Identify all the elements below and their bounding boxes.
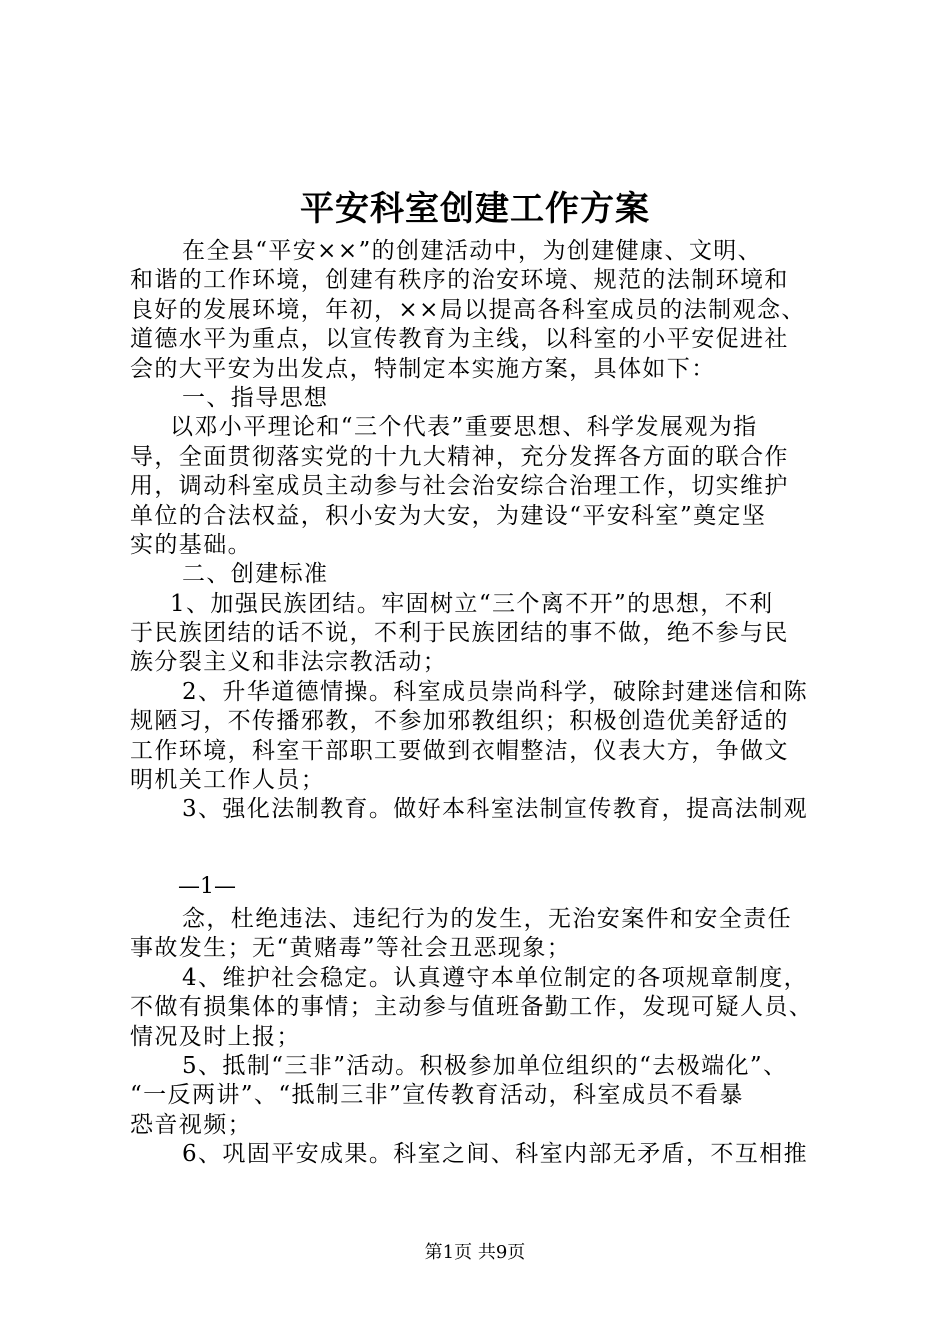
- paragraph-line: 和谐的工作环境，创建有秩序的治安环境、规范的法制环境和: [130, 267, 789, 294]
- paragraph-line: 规陋习，不传播邪教，不参加邪教组织；积极创造优美舒适的: [130, 708, 789, 735]
- paragraph-line: 念，杜绝违法、违纪行为的发生，无治安案件和安全责任: [182, 906, 792, 932]
- page-footer: 第1页 共9页: [424, 1242, 526, 1263]
- body-text-section-2: [130, 905, 835, 1170]
- paragraph-line: 情况及时上报；: [130, 1023, 301, 1050]
- section-heading: 二、创建标准: [182, 561, 329, 588]
- paragraph-line: 4、维护社会稳定。认真遵守本单位制定的各项规章制度，: [182, 964, 809, 991]
- paragraph-line: 实的基础。: [130, 531, 252, 558]
- paragraph-line: 以邓小平理论和“三个代表”重要思想、科学发展观为指: [170, 414, 758, 441]
- section-heading: 一、指导思想: [182, 384, 329, 411]
- paragraph-line: 于民族团结的话不说，不利于民族团结的事不做，绝不参与民: [130, 620, 789, 647]
- paragraph-line: 良好的发展环境，年初，××局以提高各科室成员的法制观念、: [130, 296, 806, 323]
- paragraph-line: 3、强化法制教育。做好本科室法制宣传教育，提高法制观: [182, 796, 809, 823]
- paragraph-line: 6、巩固平安成果。科室之间、科室内部无矛盾，不互相推: [182, 1141, 809, 1168]
- document-title: 平安科室创建工作方案: [300, 189, 650, 229]
- paragraph-line: 道德水平为重点，以宣传教育为主线，以科室的小平安促进社: [130, 326, 789, 353]
- paragraph-line: 在全县“平安××”的创建活动中，为创建健康、文明、: [182, 238, 763, 264]
- page-number-marker: —1—: [178, 874, 236, 899]
- paragraph-line: 单位的合法权益，积小安为大安，为建设“平安科室”奠定坚: [130, 502, 767, 529]
- paragraph-line: 2、升华道德情操。科室成员崇尚科学，破除封建迷信和陈: [182, 678, 809, 705]
- body-text-section-1: [130, 237, 835, 825]
- paragraph-line: 族分裂主义和非法宗教活动；: [130, 649, 448, 676]
- paragraph-line: 工作环境，科室干部职工要做到衣帽整洁，仪表大方，争做文: [130, 737, 789, 764]
- paragraph-line: 5、抵制“三非”活动。积极参加单位组织的“去极端化”、: [182, 1052, 788, 1079]
- paragraph-line: 恐音视频；: [130, 1111, 252, 1138]
- paragraph-line: 明机关工作人员；: [130, 767, 326, 794]
- paragraph-line: 不做有损集体的事情；主动参与值班备勤工作，发现可疑人员、: [130, 994, 814, 1021]
- paragraph-line: 1、加强民族团结。牢固树立“三个离不开”的思想，不利: [170, 590, 774, 617]
- paragraph-line: 会的大平安为出发点，特制定本实施方案，具体如下：: [130, 355, 716, 382]
- paragraph-line: “一反两讲”、“抵制三非”宣传教育活动，科室成员不看暴: [130, 1082, 744, 1109]
- paragraph-line: 用，调动科室成员主动参与社会治安综合治理工作，切实维护: [130, 473, 789, 500]
- paragraph-line: 事故发生；无“黄赌毒”等社会丑恶现象；: [130, 935, 572, 962]
- paragraph-line: 导，全面贯彻落实党的十九大精神，充分发挥各方面的联合作: [130, 443, 789, 470]
